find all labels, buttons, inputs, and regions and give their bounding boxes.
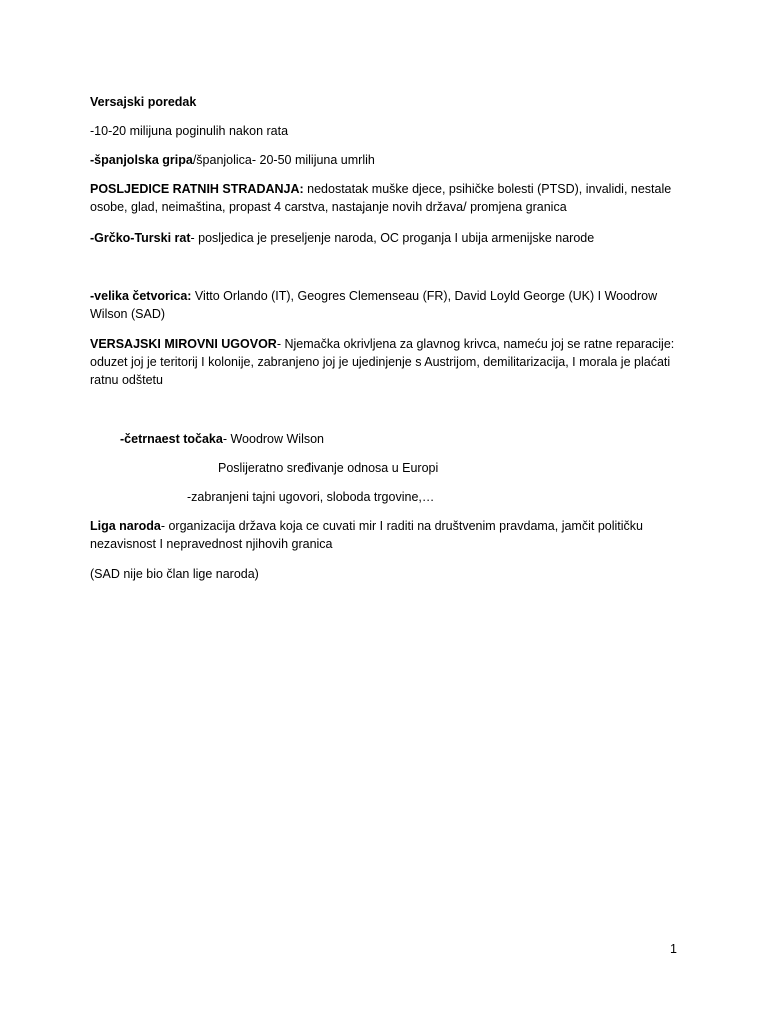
paragraph-casualties: -10-20 milijuna poginulih nakon rata bbox=[90, 124, 289, 138]
paragraph-usa-note: (SAD nije bio član lige naroda) bbox=[90, 567, 259, 581]
paragraph-war-consequences: POSLJEDICE RATNIH STRADANJA: nedostatak muške djece, psihičke bolesti (PTSD), invalidi, nestale osobe, glad, neimaština, propast 4 carstva, nastajanje novih država/ promjena granica bbox=[90, 182, 672, 214]
page-number: 1 bbox=[670, 942, 677, 956]
document-title: Versajski poredak bbox=[90, 95, 197, 109]
paragraph-postwar-relations: Poslijeratno sređivanje odnosa u Europi bbox=[218, 461, 439, 475]
paragraph-greco-turkish-war: -Grčko-Turski rat- posljedica je preseljenje naroda, OC proganja I ubija armenijske narode bbox=[90, 231, 595, 245]
paragraph-versailles-treaty: VERSAJSKI MIROVNI UGOVOR- Njemačka okrivljena za glavnog krivca, nameću joj se ratne reparacije: oduzet joj je teritorij I kolonije, zabranjeno joj je ujedinjenje s Austrijom, demilitarizacija, I morala je plaćati ratnu odštetu bbox=[90, 337, 675, 387]
paragraph-spanish-flu: -španjolska gripa/španjolica- 20-50 milijuna umrlih bbox=[90, 153, 375, 167]
paragraph-big-four: -velika četvorica: Vitto Orlando (IT), Geogres Clemenseau (FR), David Loyld George (UK) I Woodrow Wilson (SAD) bbox=[90, 289, 658, 321]
paragraph-secret-treaties: -zabranjeni tajni ugovori, sloboda trgovine,… bbox=[187, 490, 435, 504]
paragraph-fourteen-points: -četrnaest točaka- Woodrow Wilson bbox=[120, 432, 325, 446]
paragraph-league-of-nations: Liga naroda- organizacija država koja ce cuvati mir I raditi na društvenim pravdama, jamčit političku nezavisnost I nepravednost njihovih granica bbox=[90, 519, 643, 551]
